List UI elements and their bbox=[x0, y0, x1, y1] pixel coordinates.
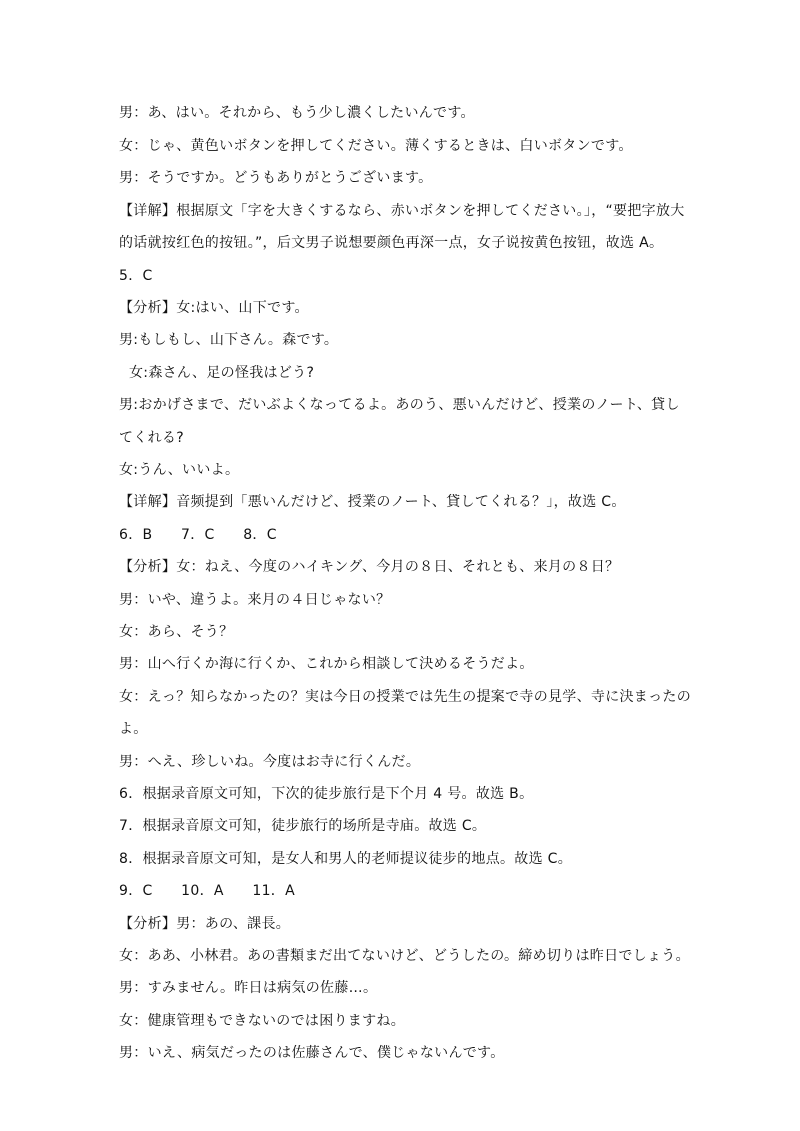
text-line: 5．C bbox=[119, 268, 153, 284]
text-line: 男:もしもし、山下さん。森です。 bbox=[119, 332, 339, 348]
text-line: てくれる? bbox=[119, 430, 184, 446]
text-line: 【详解】根据原文「字を大きくするなら、赤いボタンを押してください。」，“要把字放大 bbox=[119, 203, 685, 219]
text-line: 女：健康管理もできないのでは困りますね。 bbox=[119, 1013, 405, 1029]
text-line: 男：すみません。昨日は病気の佐藤…。 bbox=[119, 980, 378, 996]
text-line: よ。 bbox=[119, 721, 148, 737]
text-line: 【分析】女：ねえ、今度のハイキング、今月の８日、それとも、来月の８日？ bbox=[119, 559, 620, 575]
text-line: 6．根据录音原文可知，下次的徒步旅行是下个月 4 号。故选 B。 bbox=[119, 786, 534, 802]
text-line: 8．根据录音原文可知，是女人和男人的老师提议徒步的地点。故选 C。 bbox=[119, 851, 573, 867]
text-line: 6．B 7．C 8．C bbox=[119, 527, 277, 543]
text-line: 女：ああ、小林君。あの書類まだ出てないけど、どうしたの。締め切りは昨日でしょう。 bbox=[119, 948, 690, 964]
text-line: 女：じゃ、黄色いボタンを押してください。薄くするときは、白いボタンです。 bbox=[119, 138, 633, 154]
text-line: 男:おかげさまで、だいぶよくなってるよ。あのう、悪いんだけど、授業のノート、貸し bbox=[119, 397, 680, 413]
text-line: 男：いえ、病気だったのは佐藤さんで、僕じゃないんです。 bbox=[119, 1045, 505, 1061]
text-line: 男：あ、はい。それから、もう少し濃くしたいんです。 bbox=[119, 105, 475, 121]
text-line: 女：あら、そう？ bbox=[119, 624, 234, 640]
text-line: 女:うん、いいよ。 bbox=[119, 462, 240, 478]
text-line: 男：山へ行くか海に行くか、これから相談して決めるそうだよ。 bbox=[119, 656, 534, 672]
text-line: 女：えっ？知らなかったの？実は今日の授業では先生の提案で寺の見学、寺に決まったの bbox=[119, 689, 691, 705]
text-line: 男：へえ、珍しいね。今度はお寺に行くんだ。 bbox=[119, 754, 421, 770]
text-line: 【详解】音频提到「悪いんだけど、授業のノート、貸してくれる？」，故选 C。 bbox=[119, 494, 626, 510]
text-line: 【分析】男：あの、課長。 bbox=[119, 916, 291, 932]
text-line: 的话就按红色的按钮。”，后文男子说想要颜色再深一点，女子说按黄色按钮，故选 A。 bbox=[119, 235, 664, 251]
text-line: 7．根据录音原文可知，徒步旅行的场所是寺庙。故选 C。 bbox=[119, 818, 487, 834]
text-line: 【分析】女:はい、山下です。 bbox=[119, 300, 309, 316]
text-line: 9．C 10．A 11．A bbox=[119, 883, 295, 899]
text-line: 男：いや、違うよ。来月の４日じゃない？ bbox=[119, 592, 391, 608]
text-line: 男：そうですか。どうもありがとうございます。 bbox=[119, 170, 433, 186]
text-line: 女:森さん、足の怪我はどう? bbox=[129, 365, 315, 381]
